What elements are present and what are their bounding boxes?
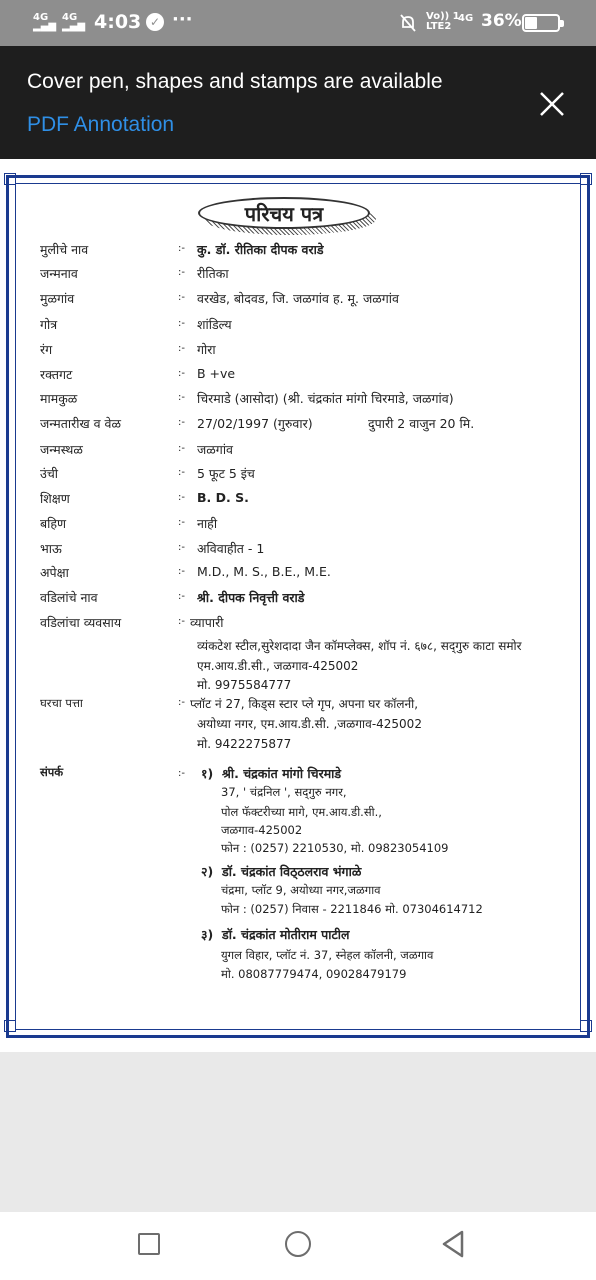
home-button[interactable]	[285, 1231, 311, 1257]
row-label: जन्मनाव	[40, 266, 78, 281]
border-corner	[4, 1020, 16, 1032]
close-icon[interactable]	[536, 88, 568, 120]
contact-1-line: 37, ' चंद्रनिल ', सद्‌गुरु नगर,	[221, 785, 347, 799]
business-line: एम.आय.डी.सी., जळगाव-425002	[197, 659, 359, 673]
recent-apps-button[interactable]	[138, 1233, 160, 1255]
row-label: रंग	[40, 342, 53, 357]
address-line: अयोध्या नगर, एम.आय.डी.सी. ,जळगाव-425002	[197, 717, 422, 731]
row-label: वडिलांचा व्यवसाय	[40, 615, 122, 630]
row-value: B. D. S.	[197, 490, 249, 505]
separator: :-	[178, 467, 185, 478]
sync-check-icon: ✓	[146, 13, 164, 31]
battery-percent: 36%	[481, 11, 522, 31]
row-value: अविवाहीत - 1	[197, 541, 265, 556]
contact-1-line: फोन : (0257) 2210530, मो. 09823054109	[221, 841, 449, 855]
address-line: प्लॉट नं 27, किड्स स्टार प्ले गृप, अपना घर कॉलनी,	[190, 697, 419, 711]
separator: :-	[178, 267, 185, 278]
contact-3-name: डॉ. चंद्रकांत मोतीराम पाटील	[222, 927, 350, 942]
row-label: अपेक्षा	[40, 565, 69, 580]
row-label: मुलीचे नाव	[40, 242, 89, 257]
row-value: नाही	[197, 516, 218, 531]
business-line: व्यंकटेश स्टील,सुरेशदादा जैन कॉमप्लेक्स, शॉप नं. ६७८, सद्‌गुरु काटा समोर	[197, 639, 522, 653]
contact-2-line: चंद्रमा, प्लॉट 9, अयोध्या नगर,जळगाव	[221, 883, 381, 897]
contact-2-name: डॉ. चंद्रकांत विठ्‌ठलराव भंगाळे	[222, 864, 362, 879]
row-label: उंची	[40, 466, 59, 481]
separator: :-	[178, 343, 185, 354]
separator: :-	[178, 591, 185, 602]
volte-label	[426, 12, 460, 32]
separator: :-	[178, 542, 185, 553]
contact-2-num: २)	[201, 864, 214, 879]
contact-1-line: पोल फॅक्टरीच्या मागे, एम.आय.डी.सी.,	[221, 805, 382, 819]
lte-text: LTE2	[426, 21, 452, 32]
separator: :-	[178, 417, 185, 428]
border-corner	[4, 173, 16, 185]
contact-2-line: फोन : (0257) निवास - 2211846 मो. 07304614712	[221, 902, 483, 916]
row-value: जळगांव	[197, 442, 234, 457]
annotation-banner	[0, 46, 596, 159]
separator: :-	[178, 318, 185, 329]
row-value: M.D., M. S., B.E., M.E.	[197, 564, 331, 579]
row-value: चिरमाडे (आसोदा) (श्री. चंद्रकांत मांगो चिरमाडे, जळगांव)	[197, 391, 454, 406]
separator: :-	[178, 768, 185, 779]
contact-3-line: युगल विहार, प्लॉट नं. 37, स्नेहल कॉलनी, जळगाव	[221, 948, 434, 962]
row-value: 5 फूट 5 इंच	[197, 466, 255, 481]
separator: :-	[178, 517, 185, 528]
row-label: रक्तगट	[40, 367, 73, 382]
contact-3-line: मो. 08087779474, 09028479179	[221, 967, 407, 981]
row-value: शांडिल्य	[197, 317, 232, 332]
contact-3-num: ३)	[201, 927, 214, 942]
separator: :-	[178, 292, 185, 303]
row-value-extra: दुपारी 2 वाजुन 20 मि.	[368, 416, 475, 431]
business-line: मो. 9975584777	[197, 678, 292, 692]
address-line: मो. 9422275877	[197, 737, 292, 751]
signal-2-label: 4G	[62, 12, 78, 23]
row-label: मामकुळ	[40, 391, 78, 406]
row-label: भाऊ	[40, 541, 62, 556]
signal-icon-2: 4G ▂▄▆	[62, 12, 86, 32]
signal-icon-1: 4G ▂▄▆	[33, 12, 57, 32]
row-label: वडिलांचे नाव	[40, 590, 98, 605]
row-value: रीतिका	[197, 266, 229, 281]
row-label: शिक्षण	[40, 491, 70, 506]
row-label: बहिण	[40, 516, 67, 531]
title-badge	[198, 197, 376, 233]
contact-1-num: १)	[201, 766, 214, 781]
clock: 4:03	[94, 11, 142, 33]
contact-1-name: श्री. चंद्रकांत मांगो चिरमाडे	[222, 766, 342, 781]
row-value: गोरा	[197, 342, 216, 357]
contact-1-line: जळगाव-425002	[221, 823, 303, 837]
separator: :-	[178, 616, 185, 627]
row-value: B +ve	[197, 366, 236, 381]
row-value: वरखेड, बोदवड, जि. जळगांव ह. मू. जळगांव	[197, 291, 399, 306]
battery-icon	[522, 14, 560, 32]
border-corner	[580, 1020, 592, 1032]
volte-text: Vo)) 1	[426, 11, 460, 22]
row-value: व्यापारी	[190, 615, 224, 630]
banner-message: Cover pen, shapes and stamps are available	[27, 70, 443, 93]
signal-1-label: 4G	[33, 12, 49, 23]
separator: :-	[178, 697, 185, 708]
pdf-page[interactable]	[0, 159, 596, 1052]
row-label: जन्मस्थळ	[40, 442, 83, 457]
separator: :-	[178, 243, 185, 254]
border-corner	[580, 173, 592, 185]
navigation-bar	[0, 1212, 596, 1280]
separator: :-	[178, 492, 185, 503]
network-type: 4G	[458, 13, 474, 24]
separator: :-	[178, 443, 185, 454]
page-title: परिचय पत्र	[244, 202, 324, 226]
row-value: 27/02/1997 (गुरुवार)	[197, 416, 313, 431]
row-label: मुळगांव	[40, 291, 75, 306]
separator: :-	[178, 368, 185, 379]
pdf-annotation-link[interactable]: PDF Annotation	[27, 113, 175, 136]
back-button[interactable]	[440, 1229, 466, 1259]
address-label: घरचा पत्ता	[40, 696, 83, 710]
row-value: श्री. दीपक निवृत्ती वराडे	[197, 590, 305, 605]
row-label: गोत्र	[40, 317, 58, 332]
viewer-background	[0, 1052, 596, 1212]
row-value: कु. डॉ. रीतिका दीपक वराडे	[197, 242, 324, 257]
separator: :-	[178, 566, 185, 577]
row-label: जन्मतारीख व वेळ	[40, 416, 122, 431]
more-notifications-icon: ···	[172, 9, 193, 30]
mute-bell-icon	[400, 14, 416, 32]
status-bar	[0, 0, 596, 46]
separator: :-	[178, 392, 185, 403]
contact-label: संपर्क	[40, 765, 64, 779]
